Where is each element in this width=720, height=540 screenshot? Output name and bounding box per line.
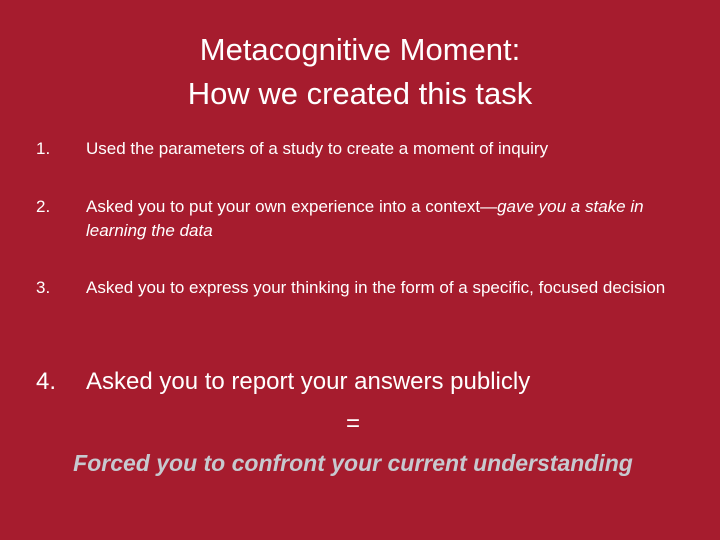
list-item-3 — [36, 276, 686, 300]
list-item-text — [86, 195, 686, 243]
title-line-2: How we created this task — [187, 76, 533, 111]
slide-title — [0, 28, 720, 116]
list-item-text: Asked you to report your answers publicly — [86, 368, 531, 395]
list-item-number: 4. — [36, 368, 57, 395]
title-line-1: Metacognitive Moment: — [199, 32, 521, 67]
list-item-text-plain: Asked you to put your own experience into a context— — [86, 197, 498, 216]
list-item-1 — [36, 137, 686, 161]
list-item-text: Used the parameters of a study to create a moment of inquiry — [86, 139, 549, 158]
list-item-number: 1. — [36, 139, 51, 158]
equals-sign: = — [345, 410, 360, 437]
list-item-number: 3. — [36, 278, 51, 297]
conclusion-text: Forced you to confront your current understanding — [73, 450, 633, 476]
list-item-4 — [36, 365, 696, 399]
list-item-2 — [36, 195, 686, 243]
list-item-text-italic: gave you a stake in learning the data — [86, 197, 644, 240]
list-item-text: Asked you to express your thinking in the form of a specific, focused decision — [86, 278, 666, 297]
list-item-number: 2. — [36, 197, 51, 216]
